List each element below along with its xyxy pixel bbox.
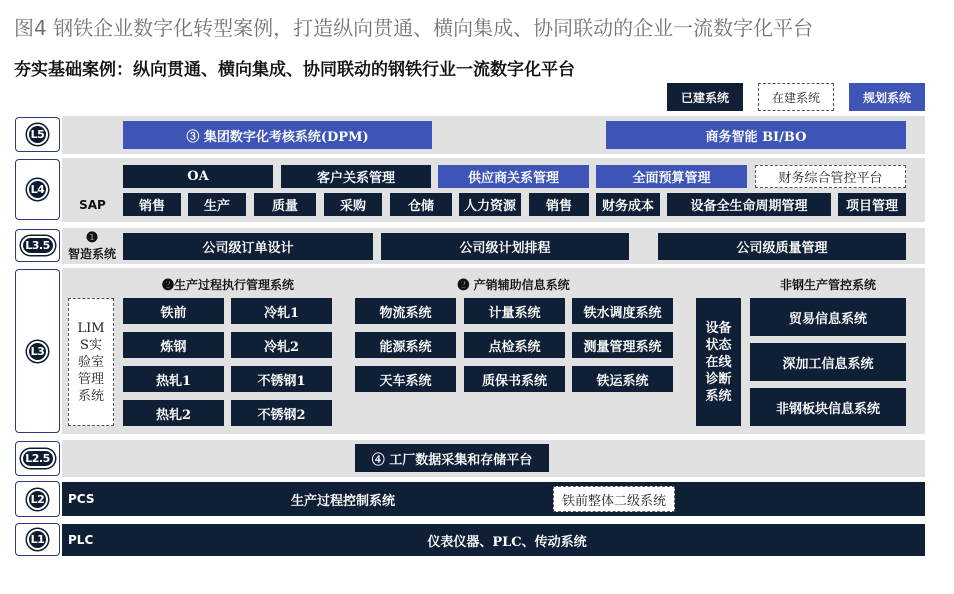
sap-module: 采购: [324, 193, 382, 216]
aux-system: 质保书系统: [464, 366, 565, 392]
oa-system: OA: [123, 165, 273, 188]
layer-l35-badge: L3.5: [21, 236, 55, 255]
layer-l35-label: [15, 229, 60, 262]
srm-system: 供应商关系管理: [438, 165, 589, 188]
dpm-system: ③ 集团数字化考核系统(DPM): [123, 121, 432, 149]
aux-system: 铁运系统: [572, 366, 673, 392]
layer-l5-label: [15, 117, 60, 152]
layer-l1-label: [15, 523, 60, 556]
layer-l1-badge: L1: [27, 529, 48, 550]
sap-label: SAP: [79, 198, 106, 212]
sap-module: 质量: [254, 193, 316, 216]
legend-planned: 规划系统: [849, 83, 925, 111]
mes-system: 不锈钢2: [231, 400, 332, 426]
mes-system: 热轧1: [123, 366, 224, 392]
figure-title: 图4 钢铁企业数字化转型案例，打造纵向贯通、横向集成、协同联动的企业一流数字化平台: [14, 16, 814, 40]
sap-module: 生产: [188, 193, 246, 216]
aux-group-title: ❷ 产销辅助信息系统: [457, 277, 570, 292]
aux-system: 测量管理系统: [572, 332, 673, 358]
mes-system: 冷轧2: [231, 332, 332, 358]
layer-l3-label: [15, 269, 60, 433]
ironmaking-level2-system: 铁前整体二级系统: [553, 486, 675, 512]
nonsteel-system: 深加工信息系统: [750, 343, 906, 381]
mes-system: 热轧2: [123, 400, 224, 426]
diagram-subtitle: 夯实基础案例：纵向贯通、横向集成、协同联动的钢铁行业一流数字化平台: [14, 60, 575, 80]
aux-system: 点检系统: [464, 332, 565, 358]
aux-system: 能源系统: [355, 332, 456, 358]
legend-in-progress: 在建系统: [758, 83, 834, 111]
crm-system: 客户关系管理: [281, 165, 431, 188]
layer-l4-label: [15, 159, 60, 220]
smart-manufacturing-marker: ❶: [85, 230, 99, 246]
nonsteel-system: 贸易信息系统: [750, 298, 906, 336]
layer-l2-badge: L2: [27, 489, 48, 510]
layer-l2-label: [15, 481, 60, 517]
mes-system: 冷轧1: [231, 298, 332, 324]
sap-module: 仓储: [390, 193, 452, 216]
layer-l4-badge: L4: [27, 179, 48, 200]
nonsteel-system: 非钢板块信息系统: [750, 388, 906, 426]
nonsteel-group-title: 非钢生产管控系统: [779, 277, 876, 292]
planning-scheduling-system: 公司级计划排程: [381, 233, 629, 260]
layer-l25-badge: L2.5: [21, 449, 55, 468]
mes-system: 炼钢: [123, 332, 224, 358]
sap-module: 设备全生命周期管理: [667, 193, 831, 216]
aux-system: 计量系统: [464, 298, 565, 324]
instrument-plc-drive-system: 仪表仪器、PLC、传动系统: [427, 534, 587, 550]
sap-module: 财务成本: [596, 193, 660, 216]
bi-system: 商务智能 BI/BO: [606, 121, 906, 149]
sap-module: 销售: [529, 193, 589, 216]
equipment-diagnosis-system: 设备状态在线诊断系统: [696, 298, 741, 426]
pcs-label: PCS: [68, 492, 95, 506]
plc-label: PLC: [68, 533, 94, 547]
quality-management-system: 公司级质量管理: [658, 233, 906, 260]
layer-l3-badge: L3: [27, 341, 48, 362]
budget-system: 全面预算管理: [596, 165, 747, 188]
layer-l5-badge: L5: [27, 124, 48, 145]
aux-system: 天车系统: [355, 366, 456, 392]
lims-system: LIMS实验室管理系统: [68, 298, 114, 426]
mes-system: 铁前: [123, 298, 224, 324]
layer-l25-label: [15, 441, 60, 476]
mes-system: 不锈钢1: [231, 366, 332, 392]
process-control-system: 生产过程控制系统: [290, 493, 395, 509]
aux-system: 物流系统: [355, 298, 456, 324]
smart-manufacturing-label: 智造系统: [67, 246, 116, 261]
aux-system: 铁水调度系统: [572, 298, 673, 324]
data-collection-platform: ④ 工厂数据采集和存储平台: [355, 444, 549, 472]
order-design-system: 公司级订单设计: [123, 233, 373, 260]
mes-group-title: ❷生产过程执行管理系统: [161, 277, 294, 292]
legend-built: 已建系统: [667, 83, 743, 111]
sap-module: 项目管理: [838, 193, 906, 216]
finance-control-platform: 财务综合管控平台: [755, 165, 906, 188]
pcs-bar: [62, 482, 925, 516]
sap-module: 销售: [123, 193, 181, 216]
sap-module: 人力资源: [459, 193, 521, 216]
